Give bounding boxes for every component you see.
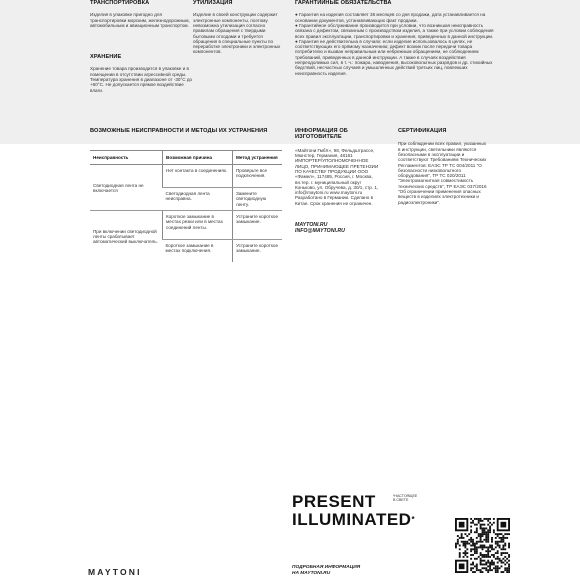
manufacturer-text: «Майтони ГмбХ», 98, Фельдштрассе, Мюнстер, Германия, 48161 ИМПОРТЕР/УПОЛНОМОЧЕННОЕ ЛИЦО, ПРИНИМАЮЩЕЕ ПРЕТЕНЗИИ ПО КАЧЕСТВУ ПРОДУКЦИИ ООО «Фамел», 117485, Россия, г. Москва, вн.тер. г. муниципальный округ Коньково, ул. Обручева, д. 30/1, стр. 1, info@maytoni.ru www.maytoni.ru Разработано в Германии. Сделано в Китае. Срок хранения не ограничен. — [295, 147, 379, 206]
cause-cell: Светодиодная лента неисправна. — [163, 188, 233, 211]
transport-title: ТРАНСПОРТИРОВКА — [90, 0, 150, 6]
symptom-cell: Светодиодная лента не включается — [90, 165, 163, 211]
utilization-section — [193, 0, 285, 55]
slogan-line: PRESENT — [292, 492, 376, 511]
table-header-row — [90, 151, 282, 165]
fix-cell: Устраните короткое замыкание. — [233, 211, 283, 240]
manufacturer-title: ИНФОРМАЦИЯ ОБ ИЗГОТОВИТЕЛЕ — [295, 128, 348, 141]
more-info-text: ПОДРОБНАЯ ИНФОРМАЦИЯ НА MAYTONI.RU — [292, 565, 361, 576]
storage-title: ХРАНЕНИЕ — [90, 54, 122, 60]
cause-cell: Короткое замыкание в местах резки или в местах соединений ленты. — [163, 211, 233, 240]
website-link[interactable]: MAYTONI.RU — [295, 222, 328, 229]
cause-cell: Короткое замыкание в местах подключения. — [165, 243, 214, 254]
fix-cell: Проверьте все подключения. — [233, 165, 283, 188]
transport-text: Изделия в упаковке пригодно для транспортировки морским, железнодорожным, автомобильным и авиационным транспортом. — [90, 12, 190, 28]
storage-text: Хранение товара производится в упаковке и в помещении в отсутствии агрессивной среды. Температура хранения в диапазоне от -30°С до +60°С. Не допускается прямое воздействие влаги. — [90, 66, 193, 93]
column-header: Метод устранения — [233, 151, 283, 165]
utilization-text: Изделие в своей конструкции содержит электронные компоненты, поэтому невозможна утилизация согласно правилам обращения с твердыми бытовыми отходами и требуется обращения в специальные пункты по переработке электроники и электронных компонентов. — [193, 12, 281, 55]
malfunctions-section — [90, 128, 270, 134]
warranty-item: ● Гарантийное обслуживание производится при условии, что возникшая неисправность связана с дефектом, связанным с производством изделия, а также при условии соблюдения всех правил эксплуатации, транспортировки и хранения, приведенных в данной инструкции. — [295, 23, 494, 39]
utilization-title: УТИЛИЗАЦИЯ — [193, 0, 233, 6]
fix-cell: Замените светодиодную ленту. — [233, 188, 283, 211]
column-header: Возможная причина — [163, 151, 233, 165]
warranty-section — [295, 0, 495, 76]
maytoni-logo: MAYTONI — [88, 567, 142, 577]
fix-cell: Устраните короткое замыкание. — [233, 240, 283, 263]
certification-title: СЕРТИФИКАЦИЯ — [398, 128, 447, 134]
manufacturer-links — [295, 222, 380, 234]
certification-section — [398, 128, 488, 205]
warranty-item: ● Гарантия не действительна в случаях: если изделие использовалось в целях, не соответствующих его прямому назначению; дефект возник после передачи товара потребителю и вызван неправильным или небрежным обращением, не соблюдением требований, приведенных в данной инструкции. А также в случаях воздействия непреодолимых сил, в т. ч.: пожара, наводнения, высоковольтных разрядов и др. стихийных бедствий, несчастных случаев и умышленных действий третьих лиц, повлекших неисправность изделия. — [295, 38, 493, 76]
malfunctions-title: ВОЗМОЖНЫЕ НЕИСПРАВНОСТИ И МЕТОДЫ ИХ УСТРАНЕНИЯ — [90, 128, 268, 134]
slogan-line: ILLUMINATED* — [292, 510, 416, 529]
qr-code-icon — [455, 518, 510, 573]
table-row — [90, 165, 282, 188]
email-link[interactable]: INFO@MAYTONI.RU — [295, 228, 345, 235]
certification-text: При соблюдении всех правил, указанных в инструкции, светильники являются безопасными в эксплуатации и соответствуют Требованиям Технических Регламентов: ЕАЭС ТР ТС 004/2011 "О безопасности низковольтного оборудования", ТР ТС 020/2011 "Электромагнитная совместимость технических средств", ТР ЕАЭС 037/2016 "Об ограничении применения опасных веществ в изделиях электротехники и радиоэлектроники". — [398, 141, 487, 205]
transport-section — [90, 0, 195, 28]
column-header: Неисправность — [90, 151, 163, 165]
symptom-cell: При включении светодиодной ленты срабатывает автоматический выключатель. — [93, 228, 158, 245]
warranty-list — [295, 12, 495, 76]
warranty-title: ГАРАНТИЙНЫЕ ОБЯЗАТЕЛЬСТВА — [295, 0, 392, 6]
manufacturer-section — [295, 128, 380, 234]
storage-section — [90, 54, 195, 93]
cause-cell: Нет контакта в соединениях. — [163, 165, 233, 188]
slogan-footnote: *НАСТОЯЩЕЕ В СВЕТЕ — [393, 494, 418, 503]
table-row — [90, 211, 282, 240]
malfunctions-table — [90, 150, 282, 262]
warranty-item: ● Гарантия на изделия составляет 36 месяцев со дня продажи, дата устанавливается на основании документов, устанавливающих факт продажи. — [295, 12, 486, 23]
